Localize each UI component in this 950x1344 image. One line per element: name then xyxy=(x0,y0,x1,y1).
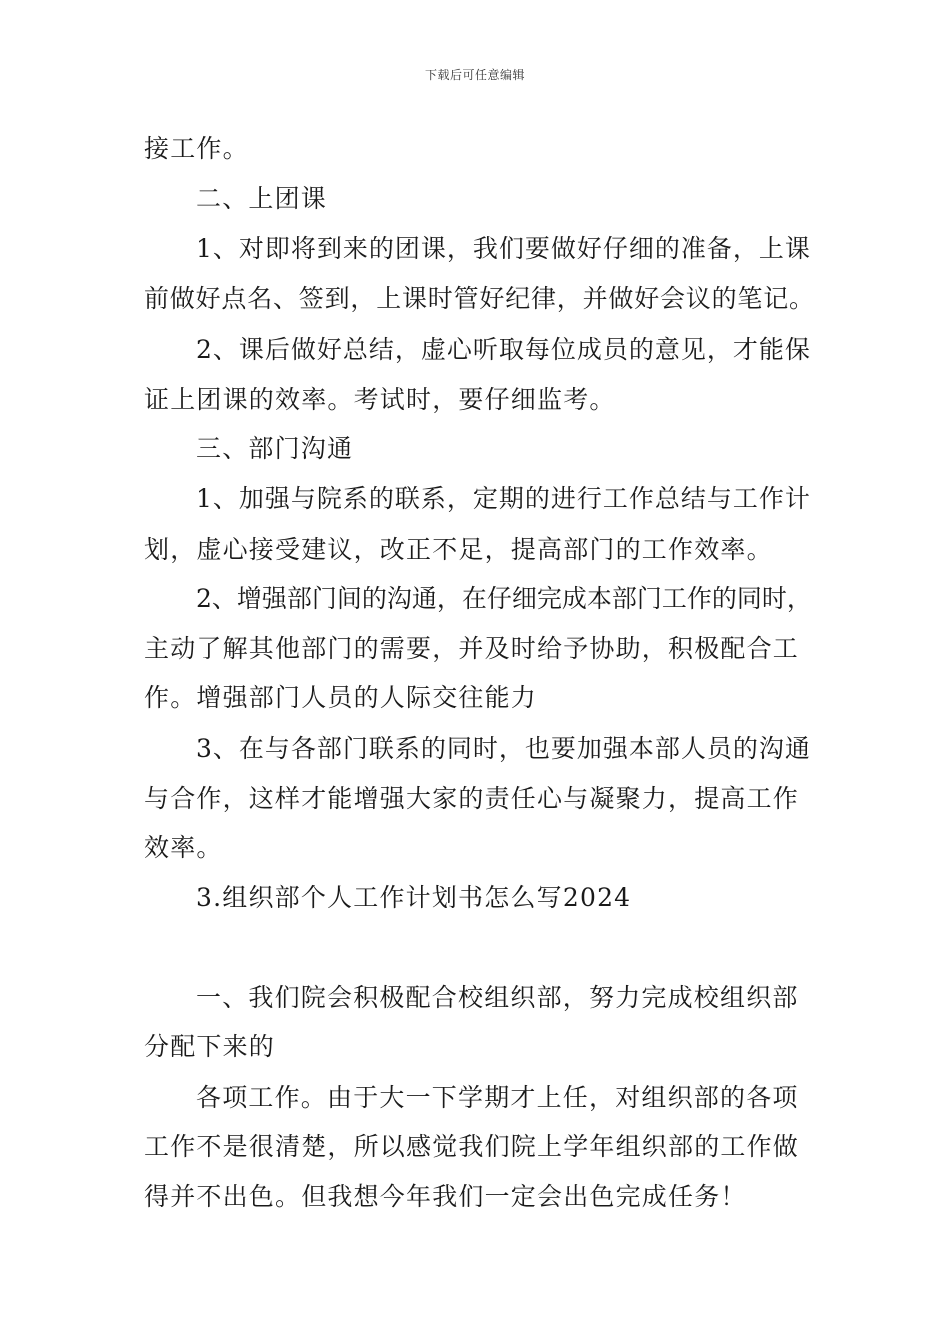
text-line: 1、对即将到来的团课，我们要做好仔细的准备，上课 xyxy=(196,234,811,263)
text-line: 1、加强与院系的联系，定期的进行工作总结与工作计 xyxy=(196,484,811,513)
text-line: 与合作，这样才能增强大家的责任心与凝聚力，提高工作 xyxy=(144,784,800,813)
text-line: 2、增强部门间的沟通，在仔细完成本部门工作的同时， xyxy=(196,584,812,613)
text-line: 作。增强部门人员的人际交往能力 xyxy=(144,683,538,712)
text-line: 证上团课的效率。考试时，要仔细监考。 xyxy=(144,385,616,414)
text-line: 各项工作。由于大一下学期才上任，对组织部的各项 xyxy=(196,1083,799,1112)
text-line: 分配下来的 xyxy=(144,1032,276,1061)
text-line: 一、我们院会积极配合校组织部，努力完成校组织部 xyxy=(196,983,799,1012)
text-line: 2、课后做好总结，虚心听取每位成员的意见，才能保 xyxy=(196,335,811,364)
text-line: 接工作。 xyxy=(144,134,249,163)
text-line: 划，虚心接受建议，改正不足，提高部门的工作效率。 xyxy=(144,535,773,564)
text-line: 3、在与各部门联系的同时，也要加强本部人员的沟通 xyxy=(196,734,811,763)
text-line: 主动了解其他部门的需要，并及时给予协助，积极配合工 xyxy=(144,634,800,663)
text-line: 前做好点名、签到，上课时管好纪律，并做好会议的笔记。 xyxy=(144,284,815,313)
text-line: 得并不出色。但我想今年我们一定会出色完成任务！ xyxy=(144,1182,747,1211)
page-header: 下载后可任意编辑 xyxy=(424,68,525,82)
text-line: 工作不是很清楚，所以感觉我们院上学年组织部的工作做 xyxy=(144,1132,800,1161)
section-heading: 二、上团课 xyxy=(196,184,328,213)
section-heading: 三、部门沟通 xyxy=(196,434,354,463)
text-line: 效率。 xyxy=(144,833,223,862)
section-title: 3.组织部个人工作计划书怎么写2024 xyxy=(196,883,632,912)
